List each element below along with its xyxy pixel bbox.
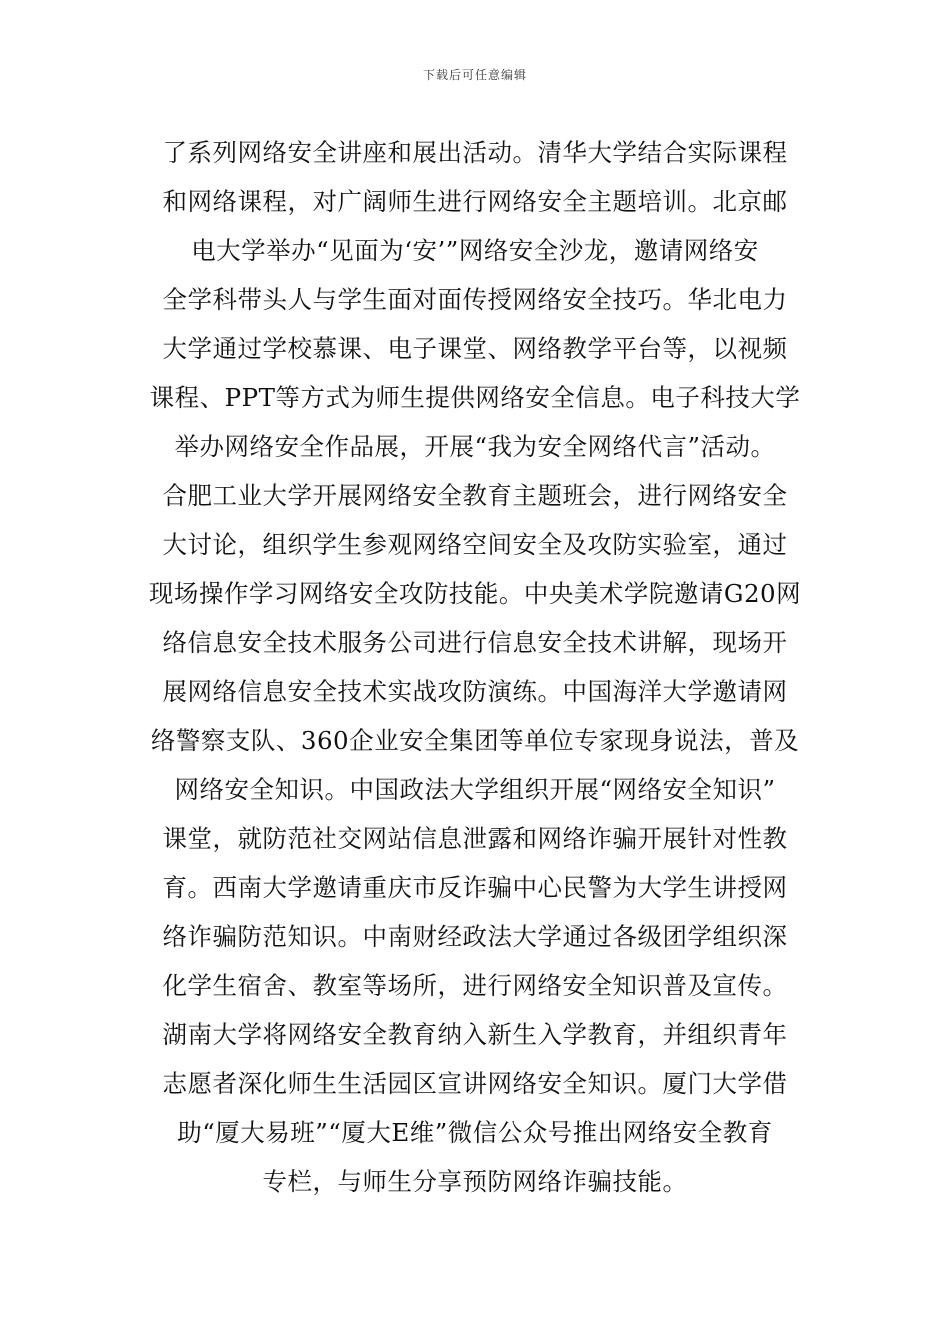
text-line: 和网络课程，对广阔师生进行网络安全主题培训。北京邮: [162, 187, 788, 216]
text-line: 了系列网络安全讲座和展出活动。清华大学结合实际课程: [162, 138, 788, 167]
text-line: 课堂，就防范社交网站信息泄露和网络诈骗开展针对性教: [162, 824, 788, 853]
text-line: 展网络信息安全技术实战攻防演练。中国海洋大学邀请网: [162, 677, 788, 706]
text-line: 合肥工业大学开展网络安全教育主题班会，进行网络安全: [162, 481, 788, 510]
text-line: 大学通过学校慕课、电子课堂、网络教学平台等，以视频: [162, 334, 788, 363]
header-note: 下载后可任意编辑: [422, 68, 527, 82]
text-line: 举办网络安全作品展，开展“我为安全网络代言”活动。: [174, 432, 776, 461]
text-line: 化学生宿舍、教室等场所，进行网络安全知识普及宣传。: [162, 971, 788, 1000]
text-line: 志愿者深化师生生活园区宣讲网络安全知识。厦门大学借: [162, 1069, 788, 1098]
text-line: 课程、PPT等方式为师生提供网络安全信息。电子科技大学: [149, 383, 801, 412]
text-line: 电大学举办“见面为‘安’”网络安全沙龙，邀请网络安: [191, 236, 759, 265]
text-line: 专栏，与师生分享预防网络诈骗技能。: [262, 1167, 688, 1196]
text-line: 络警察支队、360企业安全集团等单位专家现身说法，普及: [150, 726, 800, 755]
text-line: 育。西南大学邀请重庆市反诈骗中心民警为大学生讲授网: [162, 873, 788, 902]
text-line: 络诈骗防范知识。中南财经政法大学通过各级团学组织深: [162, 922, 788, 951]
text-line: 大讨论，组织学生参观网络空间安全及攻防实验室，通过: [162, 530, 788, 559]
text-line: 现场操作学习网络安全攻防技能。中央美术学院邀请G20网: [148, 579, 802, 608]
body-text: [140, 128, 810, 1206]
text-line: 助“厦大易班”“厦大E维”微信公众号推出网络安全教育: [177, 1118, 773, 1147]
text-line: 络信息安全技术服务公司进行信息安全技术讲解，现场开: [162, 628, 788, 657]
text-line: 网络安全知识。中国政法大学组织开展“网络安全知识”: [174, 775, 776, 804]
text-line: 湖南大学将网络安全教育纳入新生入学教育，并组织青年: [162, 1020, 788, 1049]
text-line: 全学科带头人与学生面对面传授网络安全技巧。华北电力: [162, 285, 788, 314]
